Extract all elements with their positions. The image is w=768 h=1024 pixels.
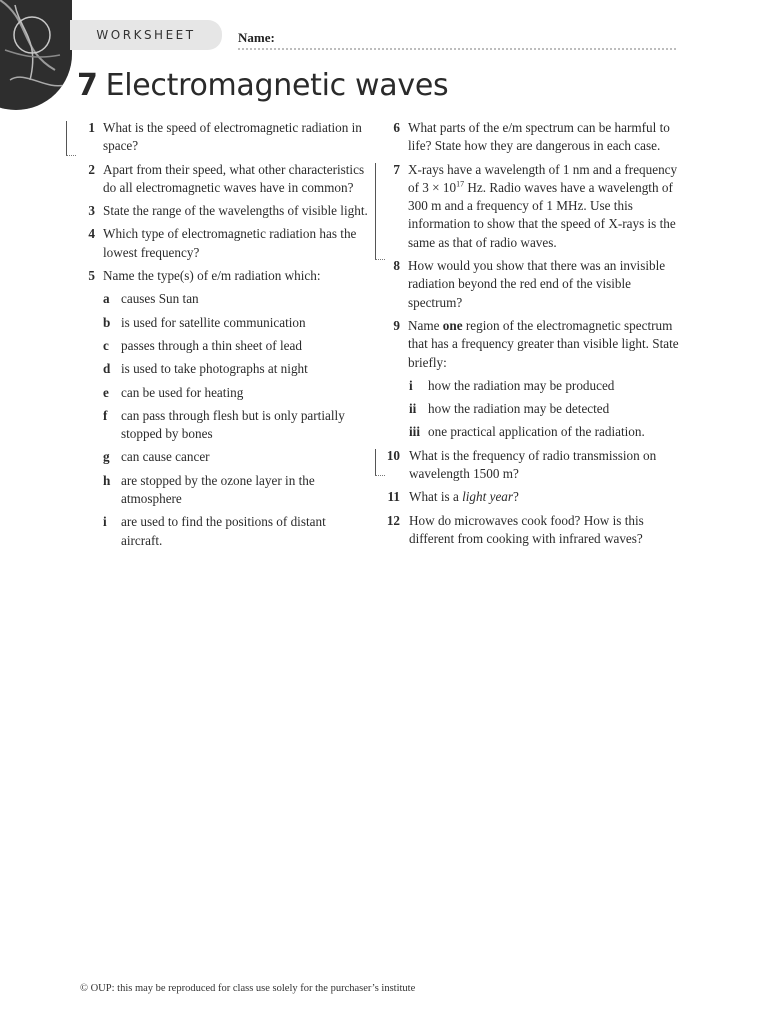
question-12 <box>383 512 683 549</box>
question-5a <box>78 290 368 308</box>
question-number: 4 <box>88 226 95 242</box>
question-1 <box>78 119 368 156</box>
part-letter: e <box>103 384 109 400</box>
part-letter: d <box>103 361 111 377</box>
part-letter: c <box>103 337 109 353</box>
question-5g <box>78 448 368 466</box>
question-5e <box>78 384 368 402</box>
part-text: is used for satellite communication <box>121 314 306 330</box>
part-text: can be used for heating <box>121 384 244 400</box>
question-number: 9 <box>393 317 400 333</box>
question-text: State the range of the wavelengths of visible light. <box>103 203 368 219</box>
question-9i <box>383 377 683 395</box>
part-letter: f <box>103 407 108 423</box>
part-text: is used to take photographs at night <box>121 361 308 377</box>
corner-graphic <box>0 0 72 110</box>
question-number: 1 <box>88 120 95 135</box>
question-number: 8 <box>393 258 400 274</box>
question-text: Which type of electromagnetic radiation has the lowest frequency? <box>103 226 357 260</box>
question-number: 12 <box>386 512 400 528</box>
question-8 <box>383 257 683 312</box>
worksheet-tab <box>70 20 222 50</box>
question-number: 2 <box>88 161 95 177</box>
question-4 <box>78 225 368 262</box>
question-7 <box>383 161 683 252</box>
question-text: Name the type(s) of e/m radiation which: <box>103 268 321 284</box>
question-5c <box>78 337 368 355</box>
part-text: one practical application of the radiation. <box>428 424 645 440</box>
question-5h <box>78 472 368 509</box>
question-2 <box>78 161 368 198</box>
copyright-footer: © OUP: this may be reproduced for class use solely for the purchaser’s institute <box>80 983 416 994</box>
title-number: 7 <box>77 68 98 103</box>
question-text: X-rays have a wavelength of 1 nm and a frequency of 3 × 10 <box>408 161 678 195</box>
question-number: 6 <box>393 120 400 135</box>
question-text-cont: Hz. Radio waves have a wavelength of 300 m and a frequency of 1 MHz. Use this information to show that the speed of X-rays is the same as that of radio waves. <box>408 179 676 250</box>
question-text-cont: region of the electromagnetic spectrum that has a frequency greater than visible light. State briefly: <box>408 317 679 370</box>
question-9ii <box>383 400 683 418</box>
part-letter: h <box>103 472 111 488</box>
question-11 <box>383 488 683 506</box>
question-text: What parts of the e/m spectrum can be harmful to life? State how they are dangerous in each case. <box>408 120 670 154</box>
left-column <box>78 119 368 555</box>
part-text: are stopped by the ozone layer in the atmosphere <box>121 472 315 507</box>
question-text: How would you show that there was an invisible radiation beyond the red end of the visible spectrum? <box>408 258 666 310</box>
question-text-cont: ? <box>513 489 519 505</box>
part-letter: b <box>103 314 111 330</box>
part-text: how the radiation may be detected <box>428 401 610 417</box>
question-10 <box>383 447 683 484</box>
question-number: 10 <box>386 447 400 463</box>
exponent: 17 <box>456 179 465 189</box>
question-5 <box>78 267 368 285</box>
part-letter: a <box>103 291 110 307</box>
question-number: 7 <box>393 161 400 177</box>
question-9iii <box>383 423 683 441</box>
part-text: can pass through flesh but is only partially stopped by bones <box>121 407 345 442</box>
part-text: are used to find the positions of distant aircraft. <box>121 514 326 548</box>
question-text: What is the speed of electromagnetic radiation in space? <box>103 120 362 154</box>
part-letter: i <box>103 514 107 530</box>
question-6 <box>383 119 683 156</box>
name-label: Name: <box>238 30 275 45</box>
question-number: 5 <box>88 268 95 284</box>
question-5d <box>78 360 368 378</box>
question-5f <box>78 407 368 444</box>
question-number: 3 <box>88 203 95 219</box>
part-numeral: iii <box>409 424 420 440</box>
difficulty-bracket <box>66 121 76 156</box>
right-column <box>383 119 683 553</box>
emphasis: one <box>442 317 463 333</box>
part-text: causes Sun tan <box>121 291 199 307</box>
part-numeral: i <box>409 377 413 393</box>
question-5i <box>78 513 368 550</box>
part-text: can cause cancer <box>121 449 210 465</box>
part-text: passes through a thin sheet of lead <box>121 337 302 353</box>
part-letter: g <box>103 449 110 465</box>
question-text: Name <box>408 317 443 333</box>
question-5b <box>78 314 368 332</box>
question-text: Apart from their speed, what other characteristics do all electromagnetic waves have in common? <box>103 161 365 195</box>
part-numeral: ii <box>409 401 417 417</box>
question-text: What is a <box>409 489 463 505</box>
question-3 <box>78 202 368 220</box>
name-field-line[interactable] <box>238 48 676 50</box>
question-text: How do microwaves cook food? How is this different from cooking with infrared waves? <box>409 512 644 546</box>
page-title <box>77 68 448 103</box>
title-text: Electromagnetic waves <box>105 68 449 103</box>
term: light year <box>462 489 514 505</box>
question-text: What is the frequency of radio transmission on wavelength 1500 m? <box>409 447 657 482</box>
part-text: how the radiation may be produced <box>428 377 615 393</box>
worksheet-label: WORKSHEET <box>96 28 196 42</box>
question-number: 11 <box>387 489 400 505</box>
question-9 <box>383 317 683 372</box>
